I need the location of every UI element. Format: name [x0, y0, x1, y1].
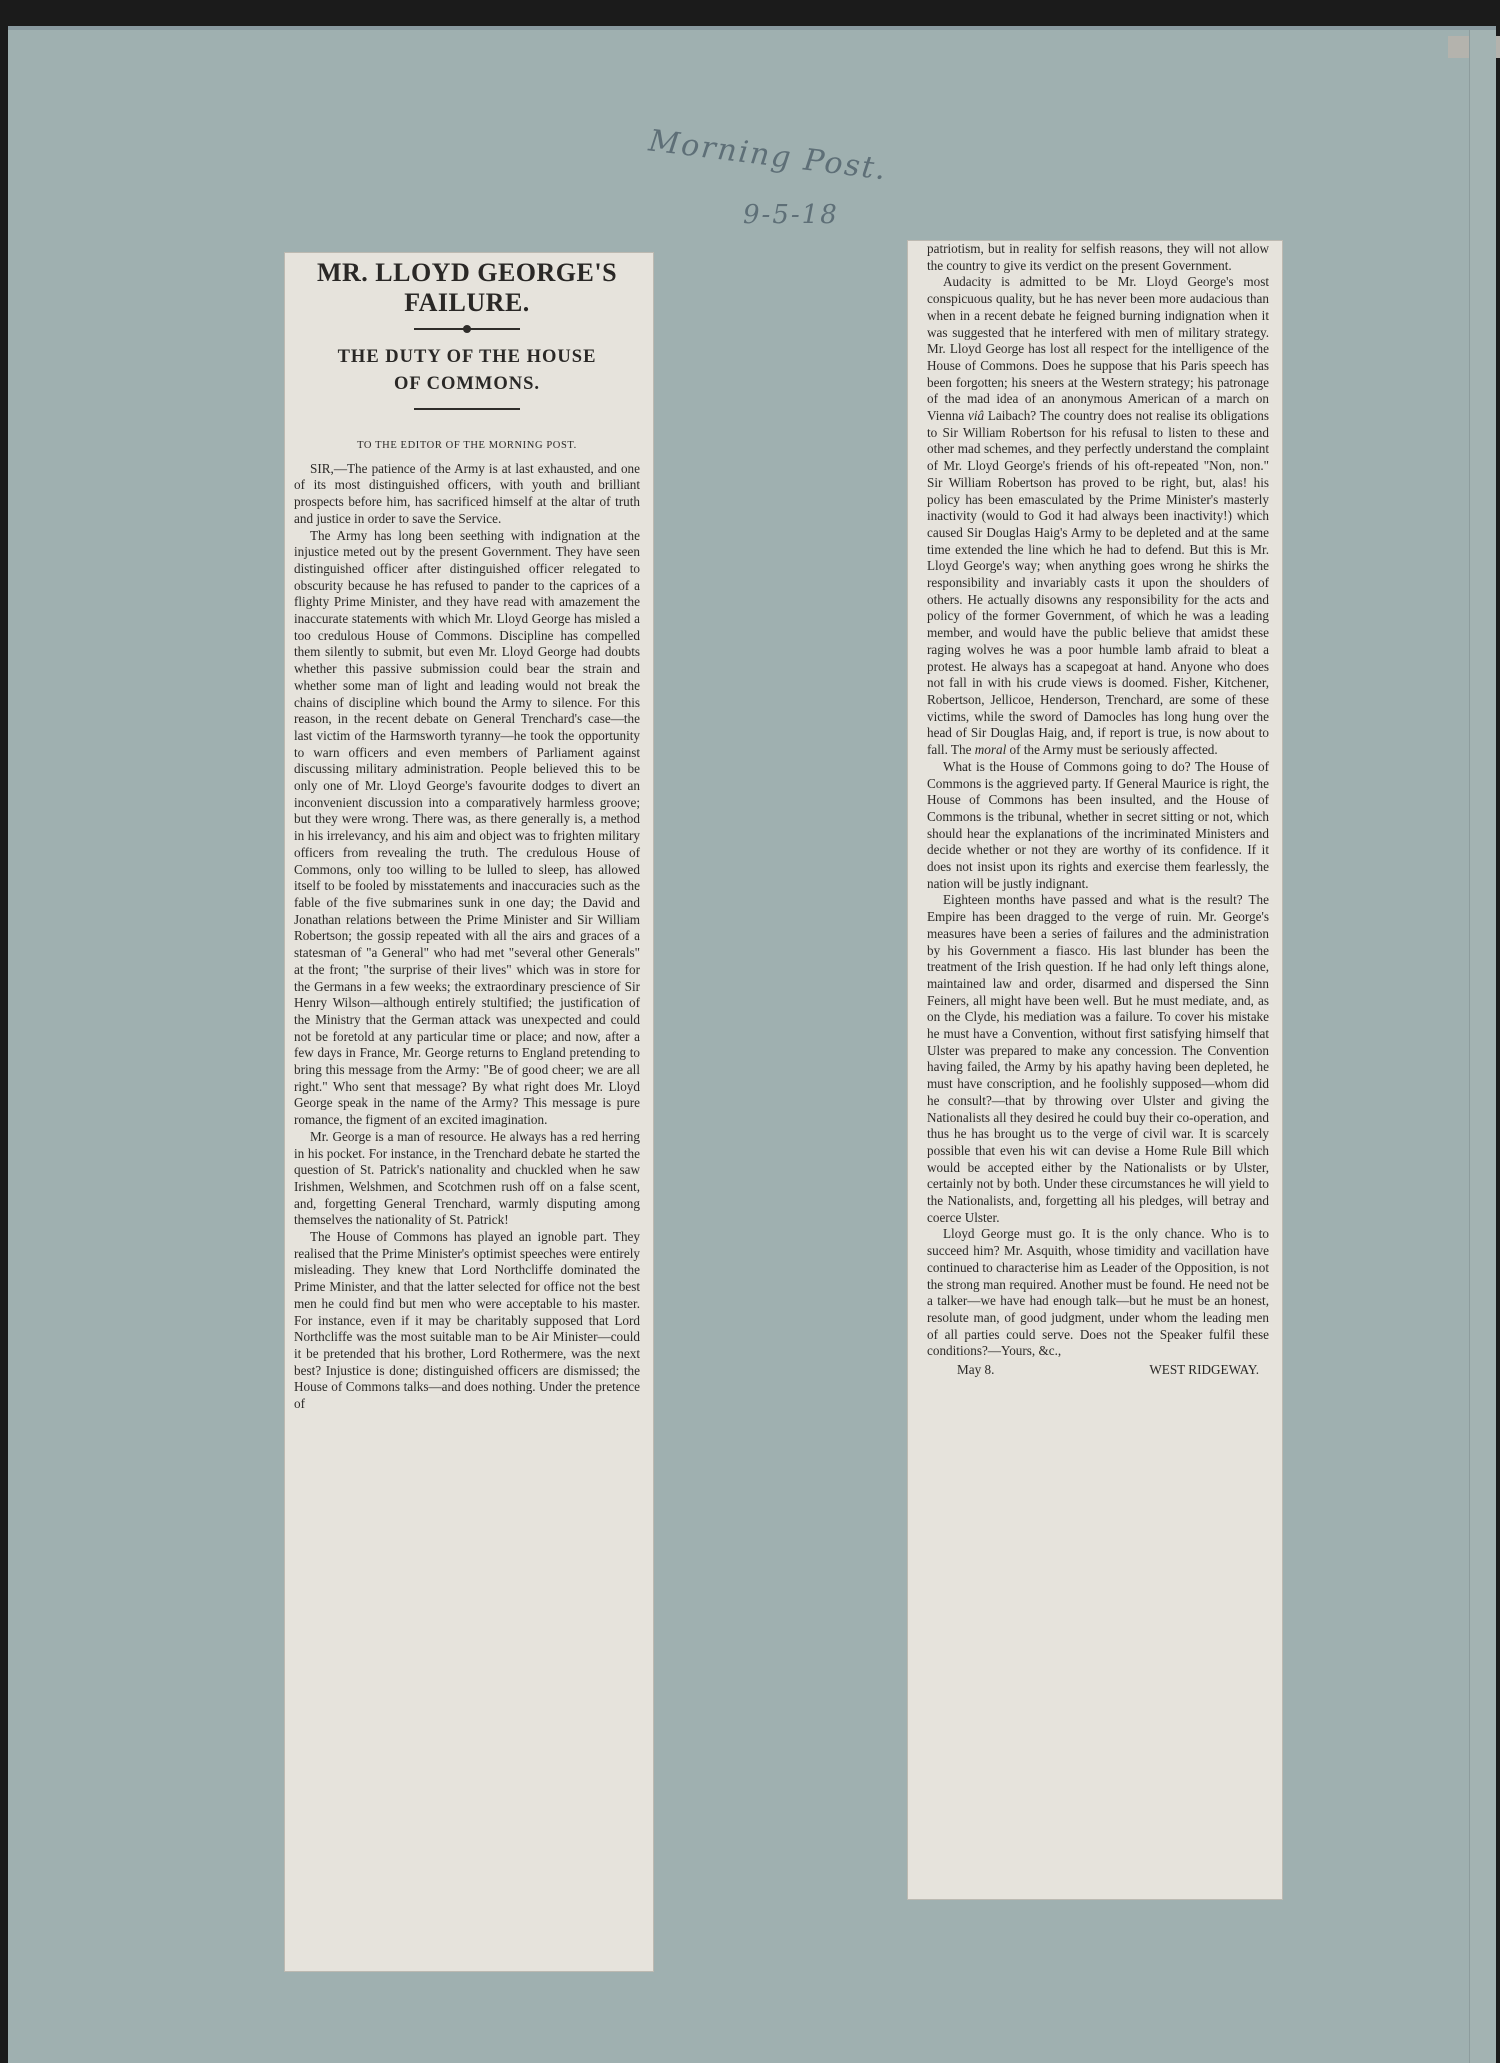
signature-line — [957, 1362, 1259, 1379]
addressee-line: TO THE EDITOR OF THE MORNING POST. — [357, 440, 577, 451]
album-spine — [1469, 30, 1496, 2063]
letter-paragraph: The House of Commons has played an ignoble part. They realised that the Prime Minister's optimist speeches were entirely misleading. They knew that Lord Northcliffe dominated the Prime Minister, and that the latter selected for office not the best men he could find but men who were acceptable to his master. For instance, even if it may be charitably supposed that Lord Northcliffe was the most suitable man to be Air Minister—could it be pretended that his brother, Lord Rothermere, was the next best? Injustice is done; distinguished officers are dismissed; the House of Commons talks—and does nothing. Under the pretence of — [294, 1229, 640, 1412]
letter-paragraph: Lloyd George must go. It is the only chance. Who is to succeed him? Mr. Asquith, whose timidity and vacillation have continued to characterise him as Leader of the Opposition, is not the strong man required. Another must be found. He need not be a talker—we have had enough talk—but he must be an honest, resolute man, of good judgment, under whom the leading men of all parties could serve. Does not the Speaker fulfil these conditions?—Yours, &c., — [927, 1226, 1269, 1359]
handwritten-date-note: 9-5-18 — [743, 200, 839, 230]
newspaper-clipping-right — [907, 240, 1283, 1900]
headline-line-2: FAILURE. — [404, 288, 530, 317]
italic-text: moral — [974, 742, 1007, 758]
subhead-line-1: THE DUTY OF THE HOUSE — [337, 347, 597, 367]
headline-rule — [414, 328, 520, 330]
headline-line-1: MR. LLOYD GEORGE'S — [316, 258, 618, 287]
subheadline — [294, 344, 640, 398]
italic-text: viâ — [968, 408, 985, 424]
letter-continuation: patriotism, but in reality for selfish reasons, they will not allow the country to give its verdict on the present Government. — [927, 241, 1269, 273]
letter-paragraph: The Army has long been seething with indignation at the injustice meted out by the present Government. They have seen distinguished officer after distinguished officer relegated to obscurity because he has refused to pander to the caprices of a flighty Prime Minister, and they have read with amazement the inaccurate statements with which Mr. Lloyd George has misled a too credulous House of Commons. Discipline has compelled them silently to submit, but even Mr. Lloyd George had doubts whether this passive submission could bear the strain and whether some man of light and leading would not break the chains of discipline which bound the Army to silence. For this reason, in the recent debate on General Trenchard's case—the last victim of the Harmsworth tyranny—he took the opportunity to warn officers and even members of Parliament against discussing military administration. People believed this to be only one of Mr. Lloyd George's favourite dodges to divert an inconvenient discussion into a comparatively harmless groove; but they were wrong. There was, as there generally is, a method in his irrelevancy, and his aim and object was to frighten military officers from revealing the truth. The credulous House of Commons, only too willing to be lulled to sleep, has allowed itself to be fooled by misstatements and inaccuracies such as the fable of the five submarines sunk in one day; the David and Jonathan relations between the Prime Minister and Sir William Robertson; the gossip repeated with all the airs and graces of a statesman of "a General" who had met "several other Generals" at the front; "the surprise of their lives" which was in store for the Germans in a few weeks; the extraordinary prescience of Sir Henry Wilson—although entirely stultified; the justification of the Ministry that the German attack was unexpected and could not be foretold at any particular time or place; and now, after a few days in France, Mr. George returns to England pretending to bring this message from the Army: "Be of good cheer; we are all right." Who sent that message? By what right does Mr. Lloyd George speak in the name of the Army? This message is pure romance, the figment of an excited imagination. — [294, 527, 640, 1128]
headline — [294, 258, 640, 318]
text-run: Audacity is admitted to be Mr. Lloyd George's most conspicuous quality, but he has never been more audacious than when in a recent debate he feigned burning indignation when it was suggested that he interfered with men of military strategy. Mr. Lloyd George has lost all respect for the intelligence of the House of Commons. Does he suppose that his Paris speech has been forgotten; his sneers at the Western strategy; his patronage of the mad idea of an anonymous American of a march on Vienna — [927, 274, 1269, 424]
signatory-name: WEST RIDGEWAY. — [1149, 1362, 1259, 1378]
letter-paragraph: SIR,—The patience of the Army is at last exhausted, and one of its most distinguished officers, with youth and brilliant prospects before him, has sacrificed himself at the altar of truth and justice in order to save the Service. — [294, 460, 640, 526]
letter-paragraph: Mr. George is a man of resource. He always has a red herring in his pocket. For instance, in the Trenchard debate he started the question of St. Patrick's nationality and chuckled when he saw Irishmen, Welshmen, and Scotchmen rush off on a false scent, and, forgetting General Trenchard, warmly disputing among themselves the nationality of St. Patrick! — [294, 1128, 640, 1228]
letter-paragraph — [927, 274, 1269, 758]
handwritten-source-note: Morning Post. — [646, 123, 890, 188]
text-run: Laibach? The country does not realise its obligations to Sir William Robertson for his refusal to listen to these and other mad schemes, and they perfectly understand the complaint of Mr. Lloyd George's friends of his oft-repeated "Non, non." Sir William Robertson has proved to be right, but, alas! his policy has been emasculated by the Prime Minister's masterly inactivity (would to God it had always been inactivity!) which caused Sir Douglas Haig's Army to be depleted and at the same time extended the line which he had to defend. But this is Mr. Lloyd George's way; when anything goes wrong he shirks the responsibility and invariably casts it upon the shoulders of others. He actually disowns any responsibility for the acts and policy of the former Government, of which he was a leading member, and would have the public believe that amidst these raging wolves he was a poor humble lamb afraid to bleat a protest. He always has a scapegoat at hand. Anyone who does not fall in with his crude views is doomed. Fisher, Kitchener, Robertson, Jellicoe, Henderson, Trenchard, are some of these victims, while the sword of Damocles has long hung over the head of Sir Douglas Haig, and, if report is true, is now about to fall. The — [927, 408, 1270, 758]
letter-paragraph: Eighteen months have passed and what is the result? The Empire has been dragged to the verge of ruin. Mr. George's measures have been a series of failures and the administration by his Government a fiasco. His last blunder has been the treatment of the Irish question. If he had only left things alone, maintained law and order, disarmed and dispersed the Sinn Feiners, all might have been well. But he must mediate, and, as on the Clyde, his mediation was a failure. To cover his mistake he must have a Convention, without first satisfying himself that Ulster was prepared to make any concession. The Convention having failed, the Army by his apathy having been depleted, he must have conscription, and he foolishly supposed—whom did he consult?—that by throwing over Ulster and giving the Nationalists all they desired he could buy their co-operation, and thus he has brought us to the verge of civil war. It is scarcely possible that even his wit can devise a Home Rule Bill which would be accepted either by the Nationalists or by Ulster, certainly not by both. Under these circumstances he will yield to the Nationalists, and, forgetting all his pledges, will betray and coerce Ulster. — [927, 892, 1269, 1225]
subhead-line-2: OF COMMONS. — [394, 374, 540, 394]
subhead-rule — [414, 408, 520, 410]
scrapbook-page — [8, 26, 1496, 2063]
newspaper-clipping-left — [284, 252, 654, 1972]
letter-paragraph: What is the House of Commons going to do? The House of Commons is the aggrieved party. If General Maurice is right, the House of Commons has been insulted, and the House of Commons is the tribunal, whether in secret sitting or not, which should hear the explanations of the incriminated Ministers and decide whether or not they are worthy of its confidence. If it does not insist upon its rights and exercise them fearlessly, the nation will be justly indignant. — [927, 758, 1269, 891]
text-run: of the Army must be seriously affected. — [1009, 742, 1218, 758]
sign-date: May 8. — [957, 1362, 995, 1378]
